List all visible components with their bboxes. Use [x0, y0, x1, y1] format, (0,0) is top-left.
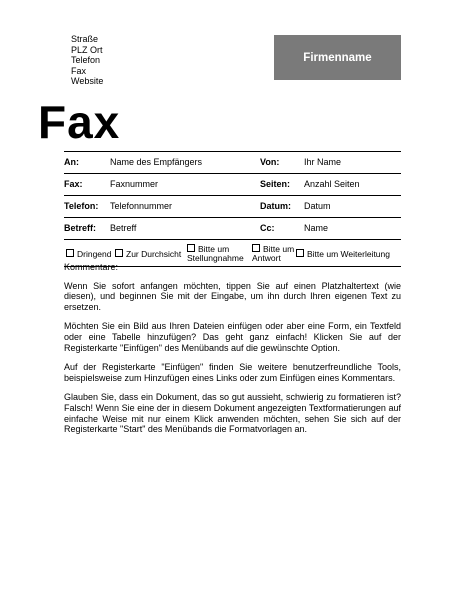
label-datum: Datum: [260, 201, 291, 211]
label-betreff: Betreff: [64, 223, 97, 233]
row-fax [64, 174, 401, 196]
checkbox-antwort[interactable] [252, 244, 294, 263]
checkbox-stellungnahme[interactable] [187, 244, 244, 263]
checkbox-antwort-label2: Antwort [252, 253, 281, 263]
address-street[interactable]: Straße [71, 34, 99, 44]
label-an: An: [64, 157, 79, 167]
value-fax[interactable]: Faxnummer [110, 179, 159, 189]
checkbox-weiterleitung-label: Bitte um Weiterleitung [307, 249, 390, 259]
checkbox-dringend[interactable] [66, 249, 112, 259]
checkbox-durchsicht[interactable] [115, 249, 181, 259]
address-phone[interactable]: Telefon [71, 55, 101, 65]
value-datum[interactable]: Datum [304, 201, 331, 211]
sender-address [71, 34, 103, 87]
checkbox-stellungnahme-label2: Stellungnahme [187, 253, 244, 263]
comments-label: Kommentare: [64, 262, 119, 272]
checkbox-stellungnahme-label1: Bitte um [198, 244, 230, 254]
comment-paragraph-3[interactable]: Auf der Registerkarte "Einfügen" finden Sie weitere benutzerfreundliche Tools, beispielsweise zum Hinzufügen eines Links oder zum Einfügen eines Kommentars. [64, 362, 401, 383]
company-name-box[interactable] [274, 35, 401, 80]
row-recipient [64, 151, 401, 174]
comments-section [64, 262, 401, 444]
checkbox-icon [66, 249, 74, 257]
value-cc[interactable]: Name [304, 223, 329, 233]
checkbox-durchsicht-label: Zur Durchsicht [126, 249, 182, 259]
value-telefon[interactable]: Telefonnummer [110, 201, 173, 211]
address-website[interactable]: Website [71, 76, 104, 86]
document-title: Fax [38, 96, 121, 148]
value-seiten[interactable]: Anzahl Seiten [304, 179, 360, 189]
fax-header-table [64, 151, 401, 267]
comment-paragraph-2[interactable]: Möchten Sie ein Bild aus Ihren Dateien einfügen oder aber eine Form, ein Textfeld oder eine Tabelle hinzufügen? Das geht ganz einfach! Klicken Sie auf der Registerkarte "Einfügen" des Menübands auf die gewünschte Option. [64, 321, 401, 353]
value-an[interactable]: Name des Empfängers [110, 157, 203, 167]
comment-paragraph-1[interactable]: Wenn Sie sofort anfangen möchten, tippen Sie auf einen Platzhaltertext (wie diesen), und beginnen Sie mit der Eingabe, um ihn durch Ihren eigenen Text zu ersetzen. [64, 280, 401, 312]
company-name: Firmenname [303, 51, 372, 64]
value-betreff[interactable]: Betreff [110, 223, 137, 233]
checkbox-dringend-label: Dringend [77, 249, 112, 259]
address-city[interactable]: PLZ Ort [71, 44, 103, 55]
checkbox-antwort-label1: Bitte um [263, 244, 295, 254]
checkbox-icon [187, 244, 195, 252]
checkbox-icon [296, 249, 304, 257]
label-von: Von: [260, 157, 280, 167]
value-von[interactable]: Ihr Name [304, 157, 342, 167]
label-fax: Fax: [64, 179, 83, 189]
comment-paragraph-4[interactable]: Glauben Sie, dass ein Dokument, das so gut aussieht, schwierig zu formatieren ist? Falsch! Wenn Sie eine der in diesem Dokument angezeigten Textformatierungen auf einfache Weise mit nur einem Klick anwenden möchten, sehen Sie sich auf der Registerkarte "Start" des Menübands die Formatvorlagen an. [64, 392, 401, 435]
checkbox-weiterleitung[interactable] [296, 249, 390, 259]
label-cc: Cc: [260, 223, 275, 233]
row-telefon [64, 196, 401, 218]
address-fax[interactable]: Fax [71, 65, 87, 76]
checkbox-icon [252, 244, 260, 252]
label-telefon: Telefon: [64, 201, 99, 211]
label-seiten: Seiten: [260, 179, 291, 189]
checkbox-icon [115, 249, 123, 257]
row-betreff [64, 218, 401, 240]
